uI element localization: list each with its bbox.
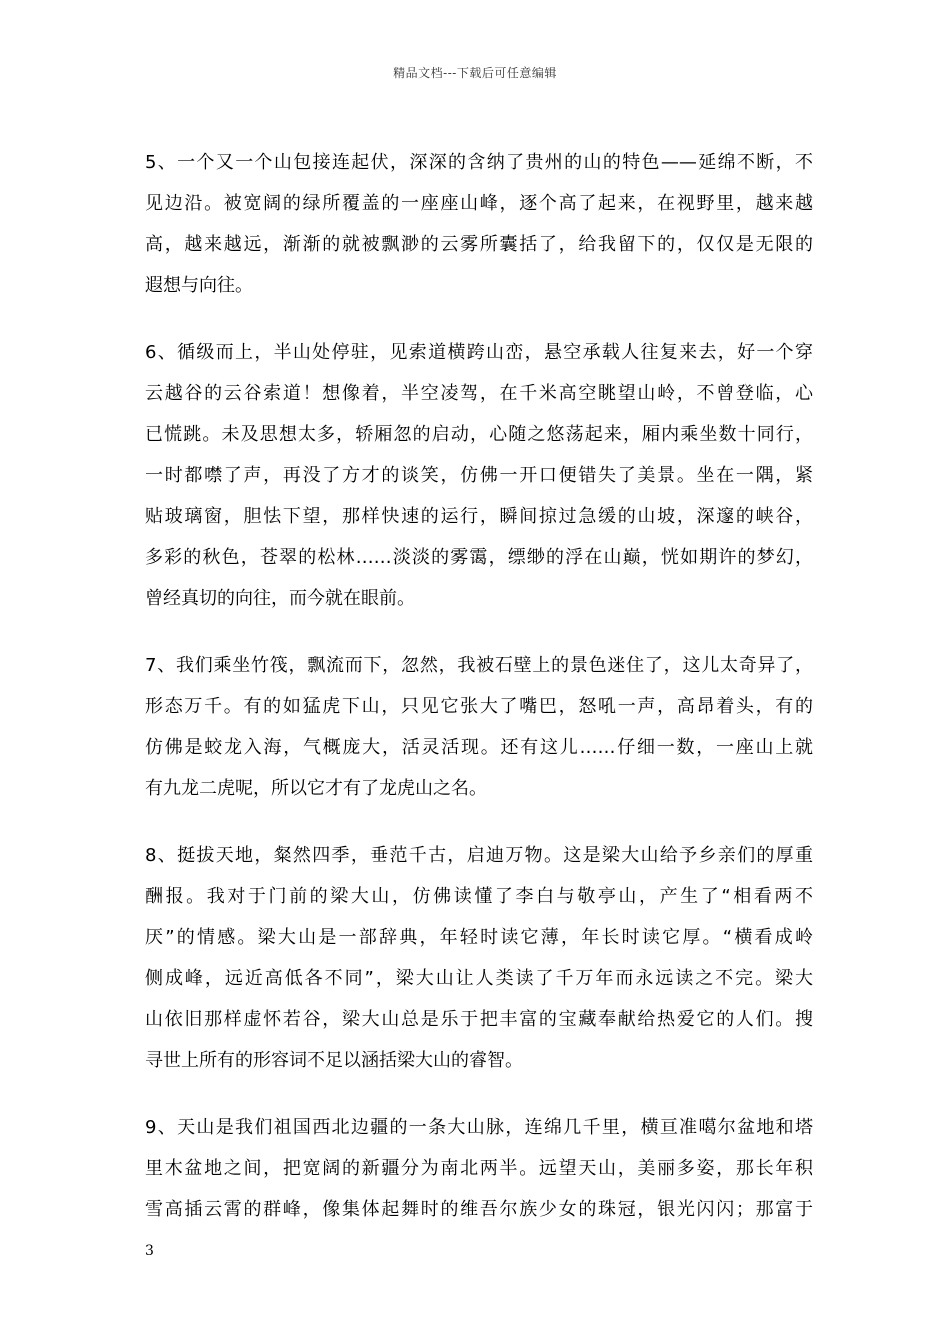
text-line: 多彩的秋色，苍翠的松林……淡淡的雾霭，缥缈的浮在山巅，恍如期许的梦幻，: [145, 547, 813, 568]
paragraph-9: [145, 1107, 813, 1230]
text-line: 酬报。我对于门前的梁大山，仿佛读懂了李白与敬亭山，产生了“相看两不: [145, 886, 813, 907]
text-line: 形态万千。有的如猛虎下山，只见它张大了嘴巴，怒吼一声，高昂着头，有的: [145, 696, 813, 717]
text-line: 寻世上所有的形容词不足以涵括梁大山的睿智。: [145, 1050, 523, 1071]
text-line: 高，越来越远，渐渐的就被飘渺的云雾所囊括了，给我留下的，仅仅是无限的: [145, 234, 813, 255]
text-line: 5、一个又一个山包接连起伏，深深的含纳了贵州的山的特色——延绵不断，不: [145, 152, 813, 173]
text-line: 山依旧那样虚怀若谷，梁大山总是乐于把丰富的宝藏奉献给热爱它的人们。搜: [145, 1009, 813, 1030]
document-body: [145, 142, 813, 1256]
page-number: 3: [145, 1243, 154, 1259]
text-line: 9、天山是我们祖国西北边疆的一条大山脉，连绵几千里，横亘准噶尔盆地和塔: [145, 1117, 813, 1138]
text-line: 仿佛是蛟龙入海，气概庞大，活灵活现。还有这儿……仔细一数，一座山上就: [145, 737, 813, 758]
text-line: 贴玻璃窗，胆怯下望，那样快速的运行，瞬间掠过急缓的山坡，深邃的峡谷，: [145, 506, 813, 527]
text-line: 里木盆地之间，把宽阔的新疆分为南北两半。远望天山，美丽多姿，那长年积: [145, 1158, 813, 1179]
text-line: 6、循级而上，半山处停驻，见索道横跨山峦，悬空承载人往复来去，好一个穿: [145, 342, 813, 363]
text-line: 一时都噤了声，再没了方才的谈笑，仿佛一开口便错失了美景。坐在一隅，紧: [145, 465, 813, 486]
text-line: 8、挺拔天地，粲然四季，垂范千古，启迪万物。这是梁大山给予乡亲们的厚重: [145, 845, 813, 866]
text-line: 遐想与向往。: [145, 275, 253, 296]
text-line: 厌”的情感。梁大山是一部辞典，年轻时读它薄，年长时读它厚。“横看成岭: [145, 927, 813, 948]
text-line: 7、我们乘坐竹筏，飘流而下，忽然，我被石壁上的景色迷住了，这儿太奇异了，: [145, 655, 813, 676]
text-line: 已慌跳。未及思想太多，轿厢忽的启动，心随之悠荡起来，厢内乘坐数十同行，: [145, 424, 813, 445]
page-header: 精品文档---下载后可任意编辑: [393, 66, 557, 80]
text-line: 曾经真切的向往，而今就在眼前。: [145, 588, 415, 609]
text-line: 有九龙二虎呢，所以它才有了龙虎山之名。: [145, 778, 487, 799]
text-line: 见边沿。被宽阔的绿所覆盖的一座座山峰，逐个高了起来，在视野里，越来越: [145, 193, 813, 214]
paragraph-8: [145, 835, 813, 1081]
text-line: 云越谷的云谷索道！想像着，半空凌驾，在千米高空眺望山岭，不曾登临，心: [145, 383, 813, 404]
paragraph-5: [145, 142, 813, 306]
text-line: 侧成峰，远近高低各不同”，梁大山让人类读了千万年而永远读之不完。梁大: [145, 968, 813, 989]
paragraph-6: [145, 332, 813, 619]
paragraph-7: [145, 645, 813, 809]
text-line: 雪高插云霄的群峰，像集体起舞时的维吾尔族少女的珠冠，银光闪闪；那富于: [145, 1199, 813, 1220]
